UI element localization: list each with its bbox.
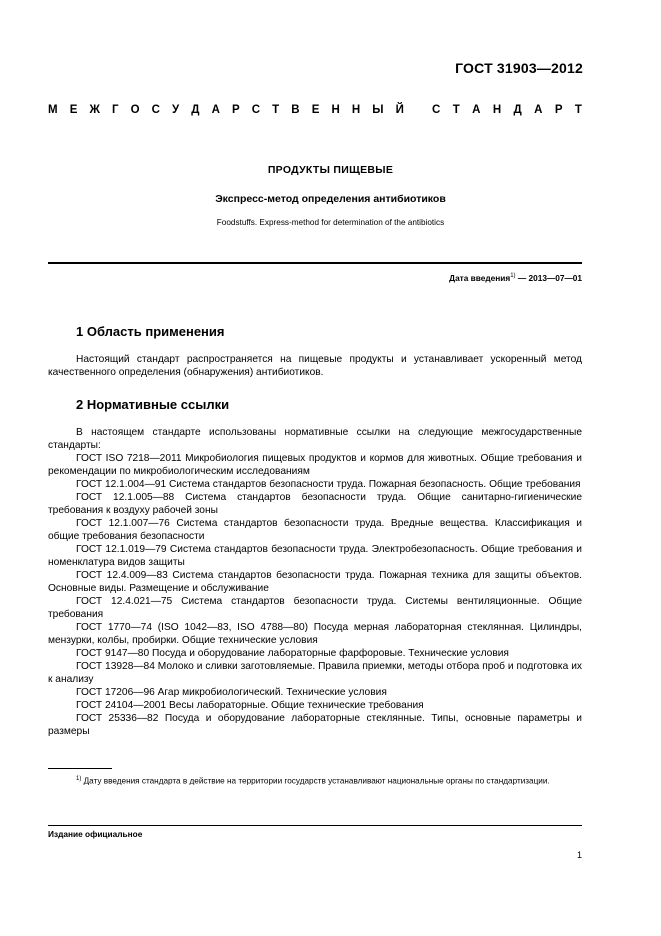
heading-letter: Н — [351, 104, 361, 116]
interstate-standard-heading — [48, 104, 582, 116]
heading-letter: У — [172, 104, 180, 116]
heading-letter: В — [291, 104, 300, 116]
standard-word — [432, 104, 582, 116]
heading-letter: Р — [231, 104, 240, 116]
document-subtitle: Экспресс-метод определения антибиотиков — [215, 193, 446, 205]
heading-letter: Н — [331, 104, 340, 116]
reference-item: ГОСТ 24104—2001 Весы лабораторные. Общие технические требования — [76, 700, 424, 711]
scope-text: Настоящий стандарт распространяется на пищевые продукты и устанавливает ускоренный метод качественного определения (обнаружения) антибиотиков. — [48, 354, 582, 378]
interstate-word — [48, 104, 404, 116]
heading-letter: А — [534, 104, 543, 116]
references-list — [48, 426, 582, 738]
header-divider — [48, 262, 582, 264]
reference-item: ГОСТ 12.1.007—76 Система стандартов безопасности труда. Вредные вещества. Классификация и общие требования безопасности — [48, 518, 582, 542]
heading-letter: Ы — [372, 104, 384, 116]
heading-letter: А — [211, 104, 220, 116]
heading-letter: М — [48, 104, 58, 116]
section-heading-references: 2 Нормативные ссылки — [76, 397, 230, 412]
reference-item: ГОСТ 13928—84 Молоко и сливки заготовляемые. Правила приемки, методы отбора проб и подготовка их к анализу — [48, 661, 582, 685]
heading-letter: Е — [69, 104, 78, 116]
footnote-divider — [48, 768, 112, 769]
reference-item: ГОСТ 12.1.005—88 Система стандартов безопасности труда. Общие санитарно-гигиенические требования к воздуху рабочей зоны — [48, 492, 582, 516]
page-number: 1 — [576, 850, 582, 860]
heading-letter: Ж — [89, 104, 100, 116]
heading-letter: Е — [311, 104, 320, 116]
heading-letter: Д — [191, 104, 200, 116]
footer-divider — [48, 825, 582, 826]
heading-letter: С — [151, 104, 160, 116]
references-intro: В настоящем стандарте использованы нормативные ссылки на следующие межгосударственные стандарты: — [48, 427, 582, 451]
footnote-text: Дату введения стандарта в действие на территории государств устанавливают национальные органы по стандартизации. — [83, 776, 550, 786]
reference-item: ГОСТ 9147—80 Посуда и оборудование лабораторные фарфоровые. Технические условия — [76, 648, 509, 659]
scope-paragraph — [48, 353, 582, 379]
heading-letter: Й — [395, 104, 404, 116]
heading-letter: Г — [111, 104, 119, 116]
reference-item: ГОСТ 17206—96 Агар микробиологический. Технические условия — [76, 687, 387, 698]
footnote-mark: 1) — [76, 776, 82, 782]
document-code: ГОСТ 31903—2012 — [455, 60, 583, 76]
heading-letter: Д — [513, 104, 522, 116]
intro-date-label: Дата введения — [449, 273, 511, 283]
heading-letter: Н — [492, 104, 502, 116]
reference-item: ГОСТ 25336—82 Посуда и оборудование лабораторные стеклянные. Типы, основные параметры и размеры — [48, 713, 582, 737]
reference-item: ГОСТ 12.4.009—83 Система стандартов безопасности труда. Пожарная техника для защиты объектов. Основные виды. Размещение и обслуживание — [48, 570, 582, 594]
heading-letter: Т — [574, 104, 582, 116]
heading-letter: Р — [554, 104, 563, 116]
reference-item: ГОСТ 12.1.004—91 Система стандартов безопасности труда. Пожарная безопасность. Общие требования — [76, 479, 581, 490]
footnote — [48, 773, 582, 788]
heading-letter: О — [130, 104, 140, 116]
heading-letter: А — [472, 104, 481, 116]
document-title: ПРОДУКТЫ ПИЩЕВЫЕ — [267, 164, 394, 176]
heading-letter: Т — [452, 104, 460, 116]
introduction-date — [449, 273, 582, 283]
reference-item: ГОСТ 1770—74 (ISO 1042—83, ISO 4788—80) Посуда мерная лабораторная стеклянная. Цилиндры, мензурки, колбы, пробирки. Общие технические условия — [48, 622, 582, 646]
official-edition-label: Издание официальное — [48, 829, 143, 839]
heading-letter: С — [251, 104, 261, 116]
intro-date-footnote-mark: 1) — [510, 273, 516, 280]
heading-letter: С — [432, 104, 441, 116]
heading-letter: Т — [272, 104, 280, 116]
english-title: Foodstuffs. Express-method for determination of the antibiotics — [216, 218, 445, 227]
intro-date-value: — 2013—07—01 — [517, 273, 582, 283]
section-heading-scope: 1 Область применения — [76, 324, 225, 339]
reference-item: ГОСТ ISO 7218—2011 Микробиология пищевых продуктов и кормов для животных. Общие требования и рекомендации по микробиологическим исследованиям — [48, 453, 582, 477]
reference-item: ГОСТ 12.1.019—79 Система стандартов безопасности труда. Электробезопасность. Общие требования и номенклатура видов защиты — [48, 544, 582, 568]
reference-item: ГОСТ 12.4.021—75 Система стандартов безопасности труда. Системы вентиляционные. Общие требования — [48, 596, 582, 620]
